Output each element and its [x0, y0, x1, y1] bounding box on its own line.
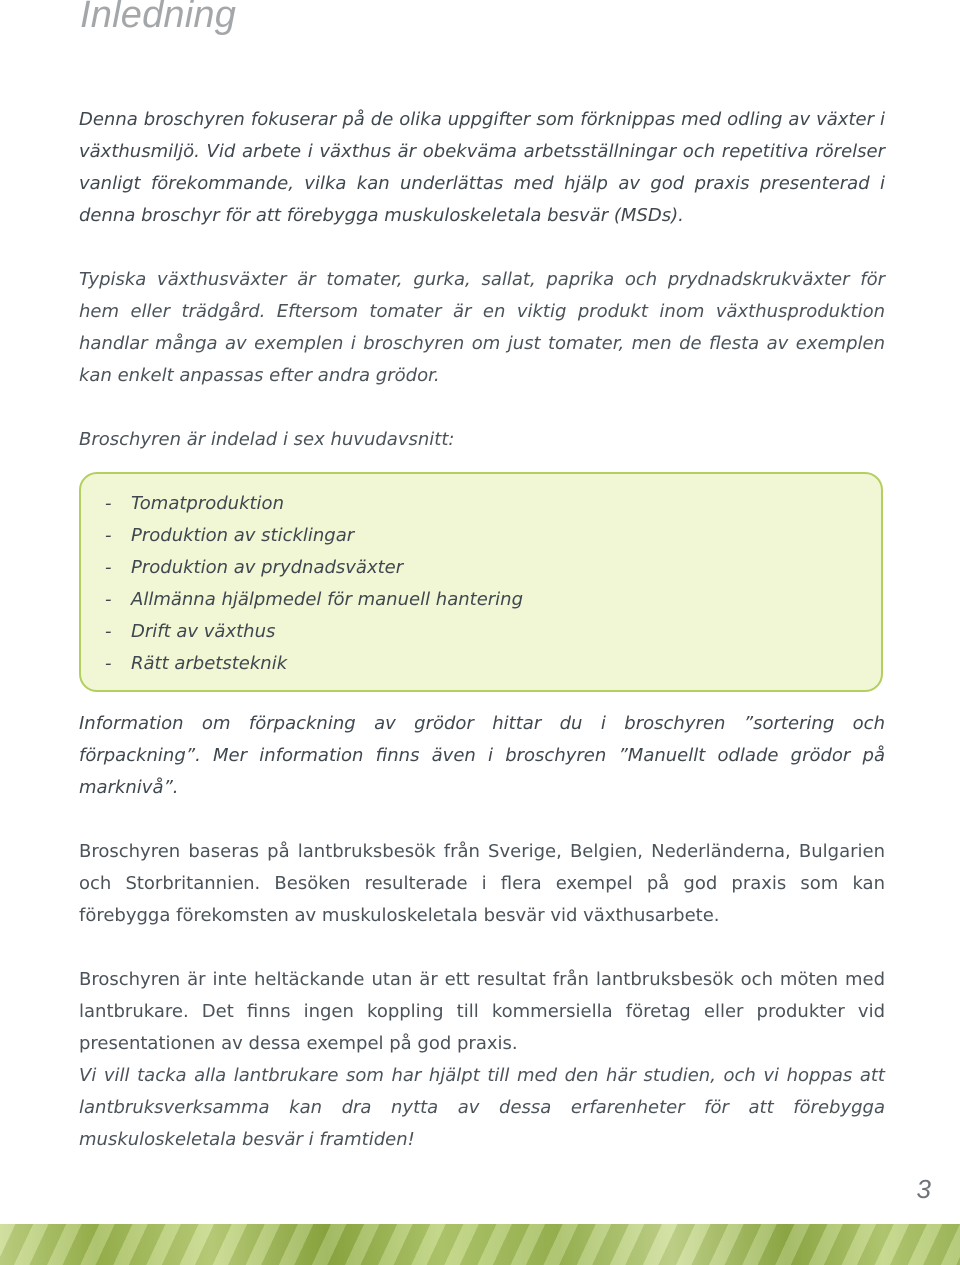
list-dash: - [105, 621, 112, 642]
paragraph-packaging-info: Information om förpackning av grödor hittar du i broschyren ”sortering och förpackning”. Mer information finns även i broschyren ”Manuellt odlade grödor på marknivå”. [79, 713, 885, 798]
paragraph-greenhouse-crops: Typiska växthusväxter är tomater, gurka, sallat, paprika och prydnadskrukväxter för hem eller trädgård. Eftersom tomater är en viktig produkt inom växthusproduktion handlar många av exemplen i broschyren om just tomater, men de flesta av exemplen kan enkelt anpassas efter andra grödor. [79, 269, 885, 386]
list-item [105, 488, 881, 520]
list-item-label: Produktion av prydnadsväxter [131, 557, 404, 578]
list-dash: - [105, 557, 112, 578]
page-title: Inledning [80, 0, 237, 36]
paragraph-thanks: Vi vill tacka alla lantbrukare som har hjälpt till med den här studien, och vi hoppas att lantbruksverksamma kan dra nytta av dessa erfarenheter för att förebygga muskuloskeletala besvär i framtiden! [79, 1065, 885, 1150]
list-item [105, 616, 881, 648]
paragraph-disclaimer: Broschyren är inte heltäckande utan är ett resultat från lantbruksbesök och möten med lantbrukare. Det finns ingen koppling till kommersiella företag eller produkter vid presentationen av dessa exempel på god praxis. [79, 969, 885, 1054]
paragraph-intro: Denna broschyren fokuserar på de olika uppgifter som förknippas med odling av växter i växthusmiljö. Vid arbete i växthus är obekväma arbetsställningar och repetitiva rörelser vanligt förekommande, vilka kan underlättas med hjälp av god praxis presenterad i denna broschyr för att förebygga muskuloskeletala besvär (MSDs). [79, 109, 885, 226]
list-dash: - [105, 589, 112, 610]
list-item-label: Allmänna hjälpmedel för manuell hantering [131, 589, 524, 610]
sections-list [105, 488, 881, 680]
list-dash: - [105, 493, 112, 514]
paragraph-farm-visits: Broschyren baseras på lantbruksbesök från Sverige, Belgien, Nederländerna, Bulgarien och Storbritannien. Besöken resulterade i flera exempel på god praxis som kan förebygga förekomsten av muskuloskeletala besvär vid växthusarbete. [79, 841, 885, 926]
list-item-label: Drift av växthus [131, 621, 276, 642]
list-item [105, 584, 881, 616]
list-item [105, 520, 881, 552]
list-item [105, 648, 881, 680]
list-item-label: Tomatproduktion [131, 493, 284, 514]
list-item [105, 552, 881, 584]
sections-box [79, 472, 883, 692]
paragraph-sections-intro: Broschyren är indelad i sex huvudavsnitt: [79, 429, 455, 450]
footer-photo-band [0, 1224, 960, 1265]
list-item-label: Produktion av sticklingar [131, 525, 355, 546]
list-dash: - [105, 653, 112, 674]
list-dash: - [105, 525, 112, 546]
list-item-label: Rätt arbetsteknik [131, 653, 288, 674]
main-content [79, 104, 885, 1156]
page-number: 3 [916, 1174, 931, 1204]
